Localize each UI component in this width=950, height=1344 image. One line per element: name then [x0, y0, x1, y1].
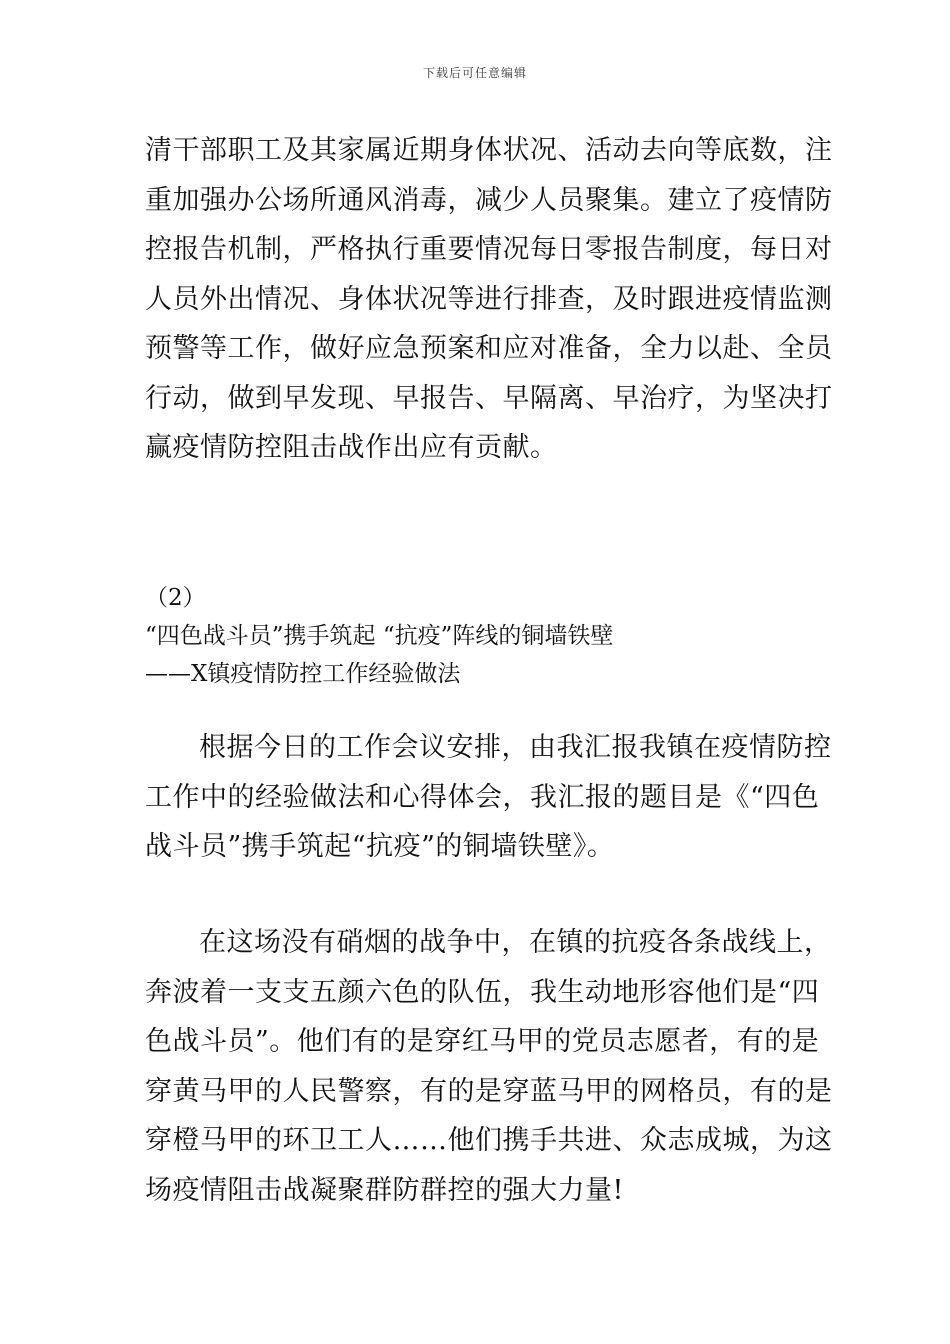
section-subtitle: ——X镇疫情防控工作经验做法	[145, 661, 461, 687]
paragraph-intro	[145, 723, 832, 872]
text-line: 人员外出情况、身体状况等进行排查，及时跟进疫情监测	[145, 283, 833, 315]
text-line: 行动，做到早发现、早报告、早隔离、早治疗，为坚决打	[145, 382, 833, 414]
text-line: 赢疫情防控阻击战作出应有贡献。	[145, 432, 558, 463]
text-line: 奔波着一支支五颜六色的队伍，我生动地形容他们是“四	[145, 976, 820, 1008]
section-number: （2）	[145, 585, 206, 611]
page-header: 下载后可任意编辑	[422, 66, 527, 80]
text-line: 穿黄马甲的人民警察，有的是穿蓝马甲的网格员，有的是	[145, 1075, 833, 1107]
text-line: 穿橙马甲的环卫工人……他们携手共进、众志成城，为这	[145, 1125, 833, 1156]
text-line: 在这场没有硝烟的战争中，在镇的抗疫各条战线上，	[199, 927, 832, 958]
text-line: 清干部职工及其家属近期身体状况、活动去向等底数，注	[145, 135, 833, 166]
paragraph-body	[145, 918, 833, 1215]
text-line: 根据今日的工作会议安排，由我汇报我镇在疫情防控	[199, 732, 832, 763]
text-line: 战斗员”携手筑起“抗疫”的铜墙铁壁》。	[145, 831, 615, 862]
text-line: 预警等工作，做好应急预案和应对准备，全力以赴、全员	[145, 333, 833, 364]
paragraph-continuation	[145, 126, 833, 473]
section-heading	[145, 579, 825, 693]
text-line: 色战斗员”。他们有的是穿红马甲的党员志愿者，有的是	[145, 1026, 820, 1057]
text-line: 重加强办公场所通风消毒，减少人员聚集。建立了疫情防	[145, 184, 833, 216]
section-title: “四色战斗员”携手筑起 “抗疫”阵线的铜墙铁壁	[145, 623, 614, 649]
text-line: 工作中的经验做法和心得体会，我汇报的题目是《“四色	[145, 781, 820, 813]
text-line: 场疫情阻击战凝聚群防群控的强大力量!	[145, 1174, 624, 1206]
text-line: 控报告机制，严格执行重要情况每日零报告制度，每日对	[145, 234, 833, 265]
